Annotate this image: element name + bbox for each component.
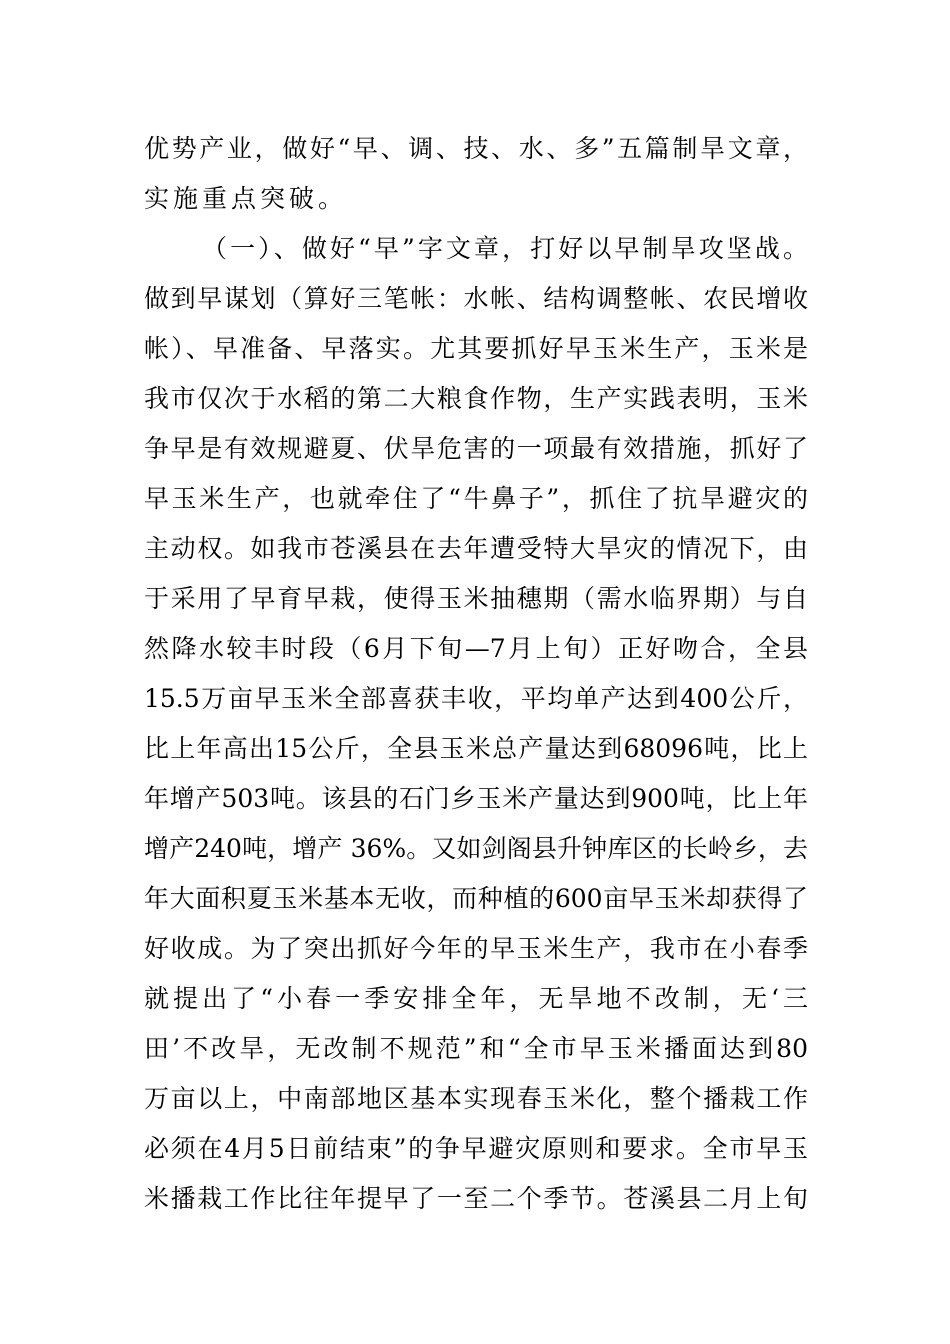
text-line: 年大面积夏玉米基本无收，而种植的600亩早玉米却获得了: [144, 884, 808, 913]
text-line: 15.5万亩早玉米全部喜获丰收，平均单产达到400公斤，: [144, 684, 808, 713]
text-line: 米播栽工作比往年提早了一至二个季节。苍溪县二月上旬: [144, 1184, 808, 1213]
text-line: 优势产业，做好“早、调、技、水、多”五篇制旱文章，: [144, 134, 808, 163]
text-line: 帐）、早准备、早落实。尤其要抓好早玉米生产，玉米是: [144, 334, 808, 363]
text-line: 早玉米生产，也就牵住了“牛鼻子”，抓住了抗旱避灾的: [144, 484, 808, 513]
text-line: 增产240吨，增产 36%。又如剑阁县升钟库区的长岭乡，去: [144, 834, 808, 863]
text-line: 好收成。为了突出抓好今年的早玉米生产，我市在小春季: [144, 934, 808, 963]
text-line: 于采用了早育早栽，使得玉米抽穗期（需水临界期）与自: [144, 584, 808, 613]
text-line: 主动权。如我市苍溪县在去年遭受特大旱灾的情况下，由: [144, 534, 808, 563]
text-line: 就提出了“小春一季安排全年，无旱地不改制，无‘三: [144, 984, 808, 1013]
section-heading-line: （一）、做好“早”字文章，打好以早制旱攻坚战。: [202, 234, 808, 263]
text-line: 争早是有效规避夏、伏旱危害的一项最有效措施，抓好了: [144, 434, 808, 463]
text-line: 做到早谋划（算好三笔帐：水帐、结构调整帐、农民增收: [144, 284, 808, 313]
body-text: [144, 124, 808, 1224]
text-line: 万亩以上，中南部地区基本实现春玉米化，整个播栽工作: [144, 1084, 808, 1113]
text-line: 比上年高出15公斤，全县玉米总产量达到68096吨，比上: [144, 734, 808, 763]
text-line: 必须在4月5日前结束”的争早避灾原则和要求。全市早玉: [144, 1134, 808, 1163]
text-line: 然降水较丰时段（6月下旬—7月上旬）正好吻合，全县: [144, 634, 808, 663]
text-line: 我市仅次于水稻的第二大粮食作物，生产实践表明，玉米: [144, 384, 808, 413]
text-line: 田’不改旱，无改制不规范”和“全市早玉米播面达到80: [144, 1034, 808, 1063]
text-line: 年增产503吨。该县的石门乡玉米产量达到900吨，比上年: [144, 784, 808, 813]
text-line: 实施重点突破。: [144, 184, 348, 213]
